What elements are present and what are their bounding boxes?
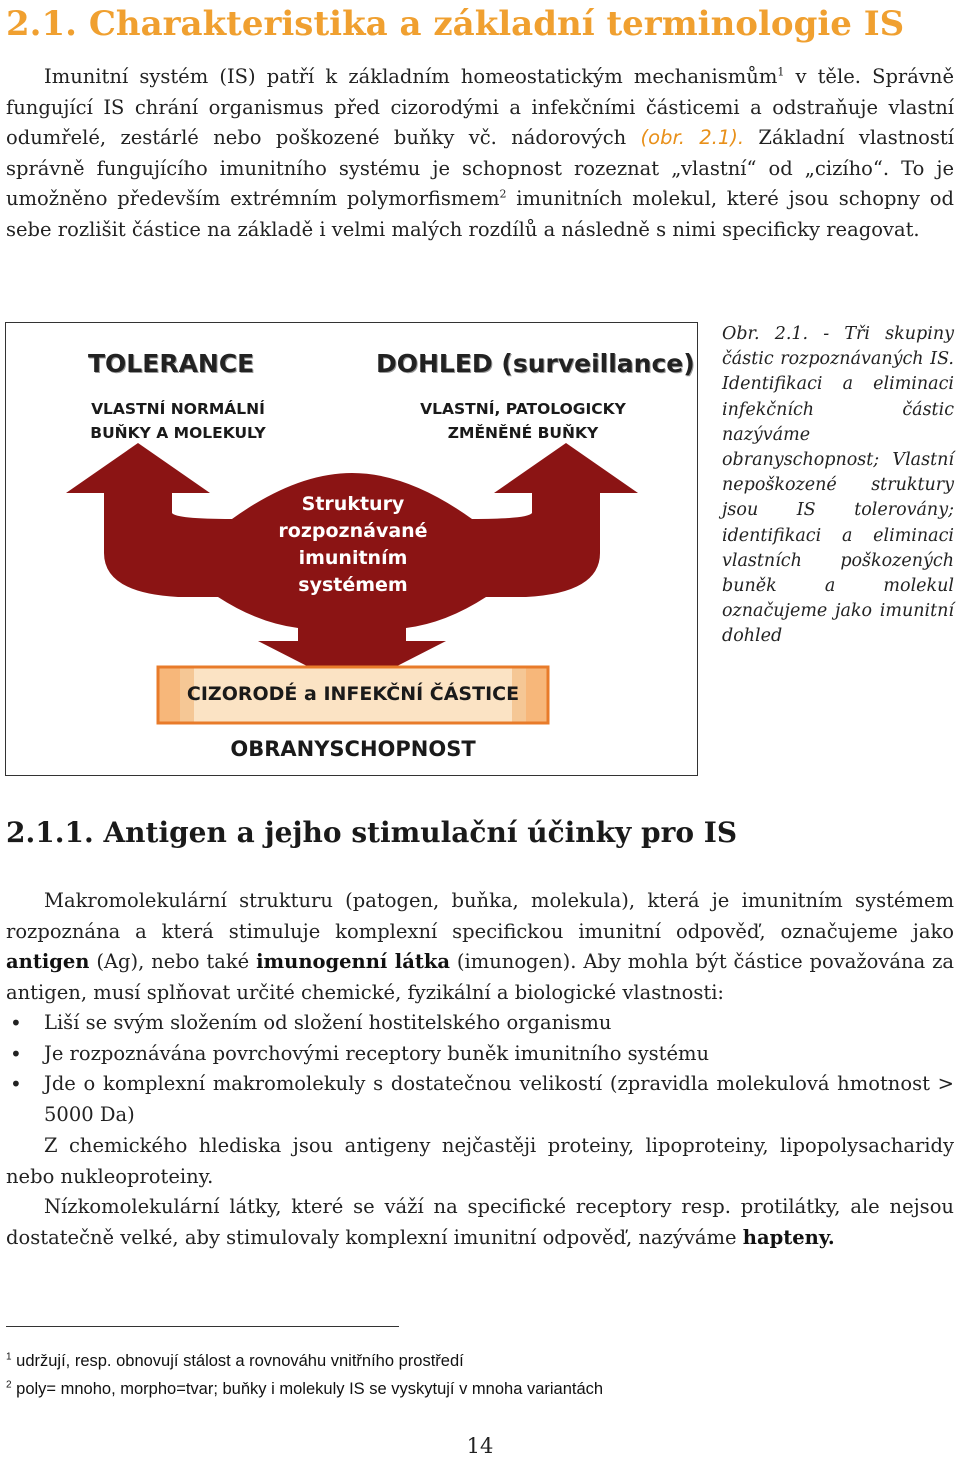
footnote-1 [6,1352,464,1371]
bullet-icon: • [10,1072,22,1096]
bullet-icon: • [10,1011,22,1035]
footnote-text: poly= mnoho, morpho=tvar; buňky i molekuly IS se vyskytují v mnoha variantách [11,1380,604,1398]
center-line2: rozpoznávané [278,520,428,542]
bullet-icon: • [10,1041,22,1066]
tolerance-sub-line2: BUŇKY A MOLEKULY [90,424,266,442]
center-label [258,491,448,599]
figure-caption [722,322,954,650]
footnote-text: udržují, resp. obnovují stálost a rovnováhu vnitřního prostředí [11,1352,464,1370]
hapten-text: Nízkomolekulární látky, které se váží na specifické receptory resp. protilátky, ale nejsou dostatečně velké, aby stimulovaly komplexní imunitní odpověď, nazýváme [6,1195,954,1249]
caption-label: Obr. 2.1. [722,324,809,344]
intro-text-1: Imunitní systém (IS) patří k základním homeostatickým mechanismům [44,65,778,88]
tolerance-subtitle [68,397,288,445]
figure-immune-recognition [5,322,698,776]
bullet-bold: Je rozpoznávána [44,1041,207,1065]
tolerance-heading: TOLERANCE [88,349,255,378]
chemical-paragraph: Z chemického hlediska jsou antigeny nejčastěji proteiny, lipoproteiny, lipopolysacharidy nebo nukleoproteiny. [6,1134,954,1188]
antigen-text-1: Makromolekulární strukturu (patogen, buňka, molekula), která je imunitním systémem rozpoznána a která stimuluje komplexní specifickou imunitní odpověď, označujeme jako [6,889,954,943]
center-line1: Struktury [301,493,405,515]
surveillance-sub-line2: ZMĚNĚNÉ BUŇKY [447,424,599,442]
hapten-term: hapteny. [742,1225,835,1249]
antigen-term: antigen [6,950,90,973]
infectious-particles-label: CIZORODÉ a INFEKČNÍ ČÁSTICE [186,683,520,705]
intro-text-3: Základní vlastností správně fungujícího imunitního systému je schopnost rozeznat „vlastní“ od „cizího“. To je umožněno především extrémním polymorfismem [6,126,955,210]
figure-reference: (obr. 2.1). [640,126,745,149]
footnote-ref-1: 1 [777,65,785,79]
footnote-2 [6,1380,603,1399]
list-item [6,1039,954,1070]
bullet-bold: dostatečnou velikostí [390,1072,603,1095]
intro-text-4: imunitních molekul, které jsou schopny od sebe rozlišit částice na základě i velmi malých rozdílů a následně s nimi specificky reagovat. [6,187,955,241]
center-line3: imunitním [298,547,408,569]
page-number: 14 [466,1434,494,1458]
bullet-text: (zpravidla molekulová hmotnost > 5000 Da) [44,1072,954,1126]
footnote-number: 1 [6,1351,12,1363]
intro-text-2: v těle. Správně fungující IS chrání organismus před cizorodými a infekčními částicemi a odstraňuje vlastní odumřelé, zestárlé nebo poškozené buňky vč. nádorových [6,65,954,149]
bullet-bold: Liší se [44,1011,108,1034]
footnote-divider [6,1326,399,1327]
antigen-text-2: (Ag), nebo také [89,950,257,973]
tolerance-sub-line1: VLASTNÍ NORMÁLNÍ [91,400,265,418]
footnote-number: 2 [6,1379,12,1391]
center-line4: systémem [298,574,408,596]
antigen-properties-list [6,1008,954,1130]
intro-paragraph [6,62,954,245]
page-title: 2.1. Charakteristika a základní terminologie IS [6,4,905,44]
defense-label: OBRANYSCHOPNOST [230,737,476,761]
list-item [6,1008,954,1039]
antigen-paragraph [6,886,954,1008]
immunogen-term: imunogenní látka [256,950,450,973]
caption-text: - Tři skupiny částic rozpoznávaných IS. Identifikaci a eliminaci infekčních částic nazýváme obranyschopnost; Vlastní nepoškozené struktury jsou IS tolerovány; identifikaci a eliminaci vlastních poškozených buněk a molekul označujeme jako imunitní dohled [722,324,954,647]
antigen-text-3: (imunogen). Aby mohla být částice považována za antigen, musí splňovat určité chemické, fyzikální a biologické vlastnosti: [6,950,954,1004]
list-item [6,1069,954,1130]
bullet-prefix: Jde o komplexní makromolekuly s [44,1072,391,1095]
bullet-text: povrchovými receptory buněk imunitního systému [206,1041,710,1065]
footnote-ref-2: 2 [499,187,507,201]
surveillance-subtitle [398,397,648,445]
section-title: 2.1.1. Antigen a jejho stimulační účinky pro IS [6,816,738,849]
bullet-text: svým složením od složení hostitelského organismu [107,1011,612,1034]
surveillance-heading: DOHLED (surveillance) [376,349,695,378]
surveillance-sub-line1: VLASTNÍ, PATOLOGICKY [420,400,626,418]
hapten-paragraph [6,1192,954,1253]
